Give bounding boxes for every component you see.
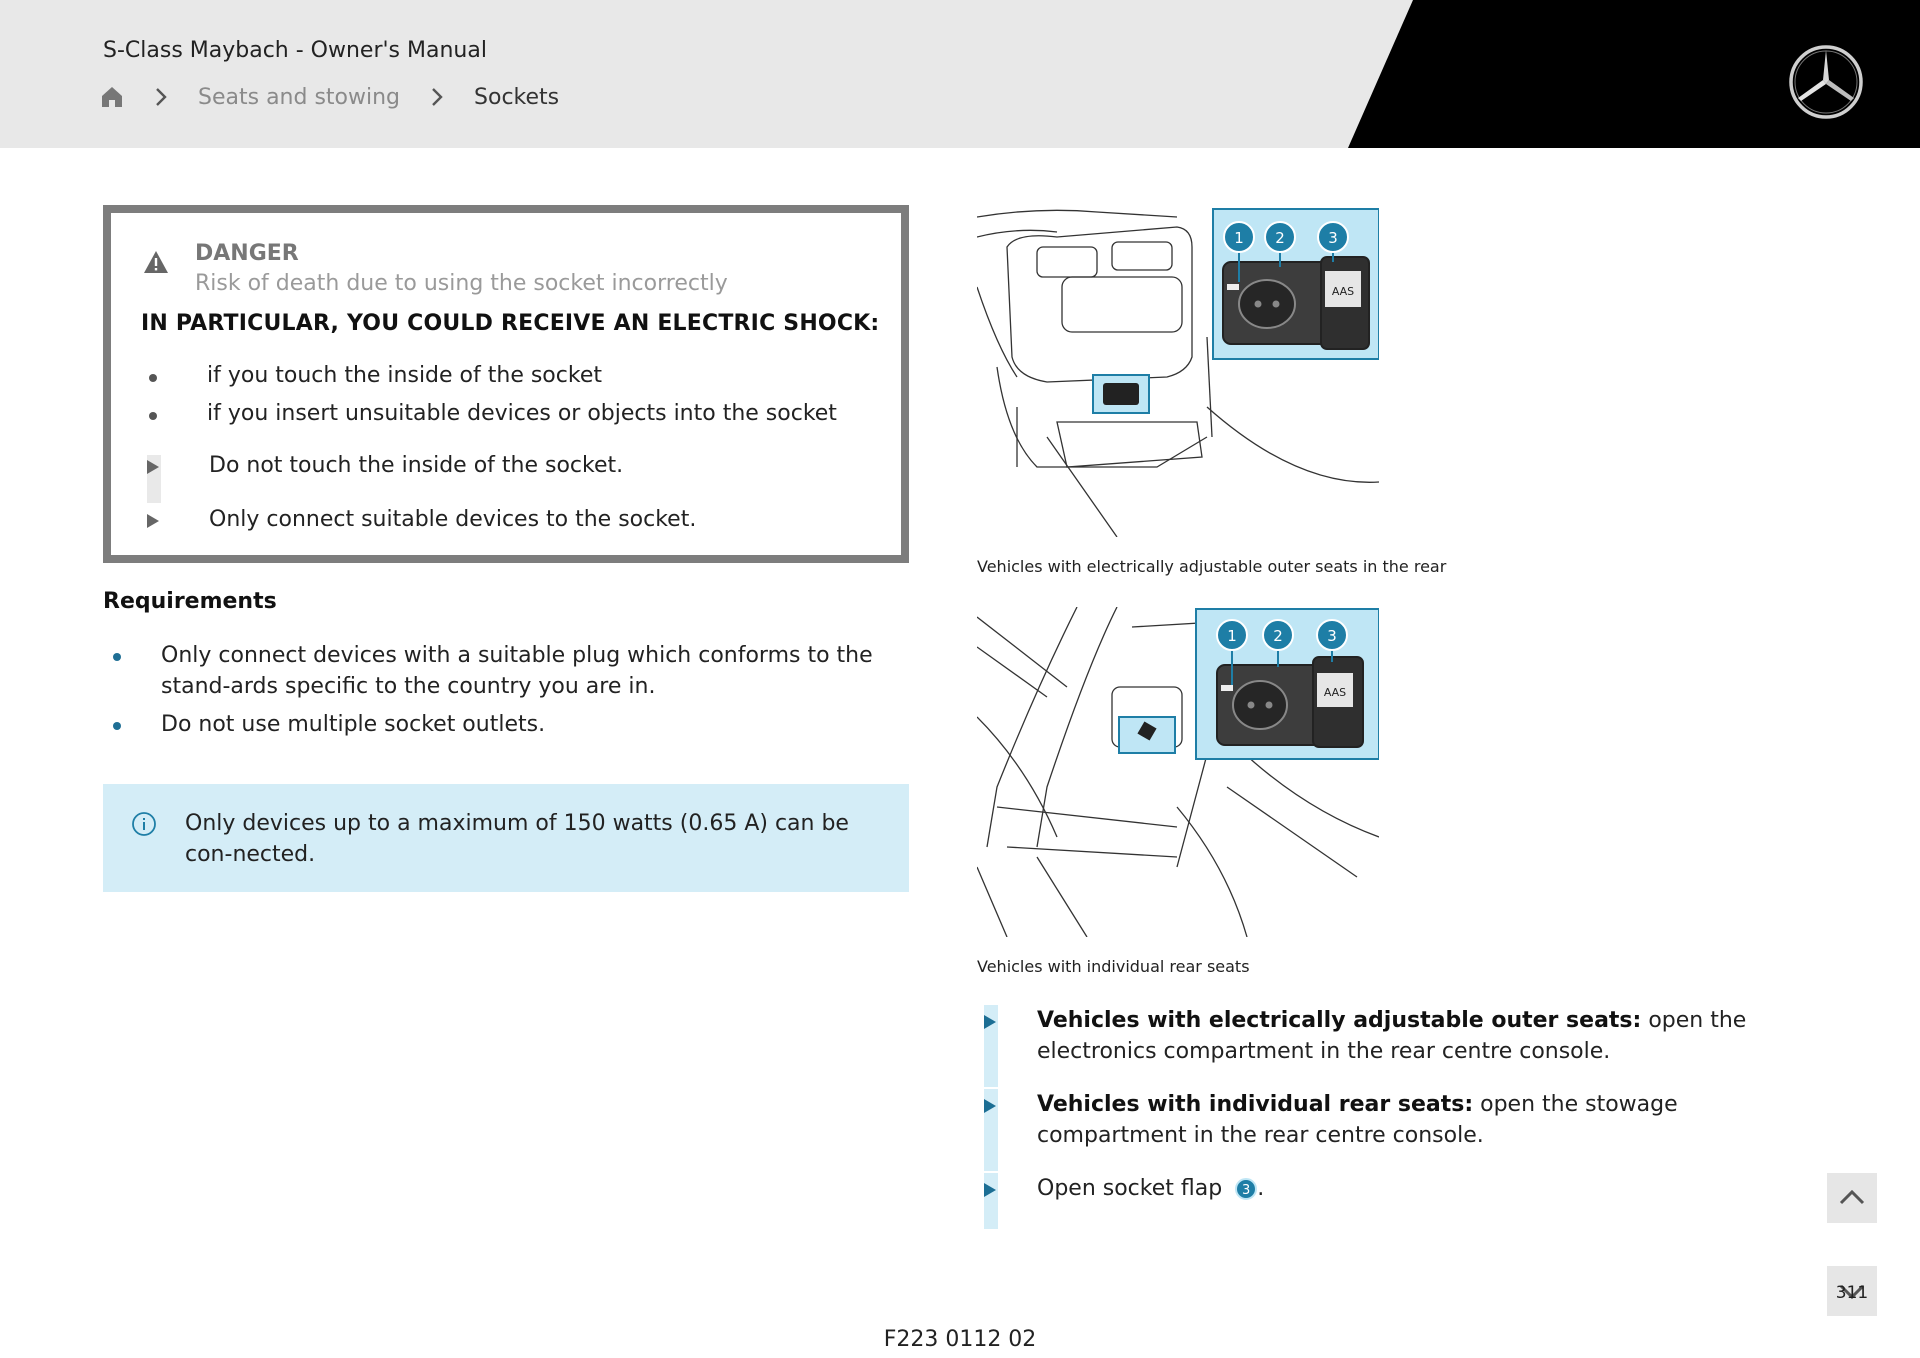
callout-3: 3 xyxy=(1328,229,1338,247)
step-arrow-icon xyxy=(984,1015,996,1029)
warning-triangle-icon xyxy=(143,250,169,274)
instruction-step: Vehicles with electrically adjustable outer seats: open the electronics compartment in the rear centre console. xyxy=(984,1005,1804,1087)
danger-title: DANGER xyxy=(195,241,299,266)
step-arrow-icon xyxy=(147,460,159,474)
list-item: Only connect devices with a suitable plug which conforms to the stand-ards specific to the country you are in. xyxy=(103,640,923,702)
bullet-dot xyxy=(149,374,157,382)
callout-ref-3: 3 xyxy=(1235,1178,1257,1200)
bullet-dot xyxy=(113,722,121,730)
figure-caption: Vehicles with individual rear seats xyxy=(977,957,1250,976)
svg-text:AAS: AAS xyxy=(1331,285,1355,298)
document-title: S-Class Maybach - Owner's Manual xyxy=(103,38,487,63)
figure-caption: Vehicles with electrically adjustable outer seats in the rear xyxy=(977,557,1447,576)
home-icon[interactable] xyxy=(100,85,124,109)
callout-2: 2 xyxy=(1273,627,1283,645)
header-black-panel xyxy=(0,0,1920,148)
chevron-right-icon xyxy=(154,86,168,108)
breadcrumb-sockets: Sockets xyxy=(474,84,560,110)
bullet-dot xyxy=(113,653,121,661)
info-note-box xyxy=(103,784,909,892)
info-circle-icon xyxy=(131,811,157,837)
requirements-heading: Requirements xyxy=(103,589,277,614)
socket-illustration-individual-seats xyxy=(977,607,1379,937)
step-arrow-icon xyxy=(984,1183,996,1197)
danger-subtitle: Risk of death due to using the socket incorrectly xyxy=(195,271,728,296)
list-item: Do not use multiple socket outlets. xyxy=(103,709,923,740)
breadcrumb-seats-and-stowing[interactable]: Seats and stowing xyxy=(198,84,401,110)
socket-illustration-outer-seats xyxy=(977,207,1379,537)
bullet-dot xyxy=(149,412,157,420)
info-note-text: Only devices up to a maximum of 150 watts (0.65 A) can be con-nected. xyxy=(185,811,849,867)
page-header xyxy=(0,0,1920,148)
danger-caps-heading: IN PARTICULAR, YOU COULD RECEIVE AN ELECTRIC SHOCK: xyxy=(141,311,880,336)
callout-3: 3 xyxy=(1327,627,1337,645)
instruction-step: Open socket flap 3 . xyxy=(984,1173,1804,1229)
mercedes-star-logo xyxy=(1788,44,1864,120)
callout-1: 1 xyxy=(1227,627,1237,645)
step-arrow-icon xyxy=(984,1099,996,1113)
step-arrow-icon xyxy=(147,514,159,528)
instruction-step: Vehicles with individual rear seats: open the stowage compartment in the rear centre console. xyxy=(984,1089,1804,1171)
danger-warning-box: DANGER Risk of death due to using the socket incorrectly IN PARTICULAR, YOU COULD RECEIVE AN ELECTRIC SHOCK: if you touch the inside of the socket if you insert unsuitable devices or objects into the socket Do not touch the inside of the socket. Only connect suitable devices to the socket. xyxy=(103,205,909,563)
callout-2: 2 xyxy=(1275,229,1285,247)
callout-1: 1 xyxy=(1234,229,1244,247)
chevron-up-icon xyxy=(1827,1173,1877,1223)
figure-reference-code: F223 0112 02 xyxy=(883,1327,1037,1352)
svg-text:AAS: AAS xyxy=(1323,686,1347,699)
scroll-up-button[interactable] xyxy=(1827,1173,1877,1223)
chevron-right-icon xyxy=(430,86,444,108)
page-number: 311 xyxy=(1835,1283,1869,1303)
breadcrumb xyxy=(100,82,559,112)
